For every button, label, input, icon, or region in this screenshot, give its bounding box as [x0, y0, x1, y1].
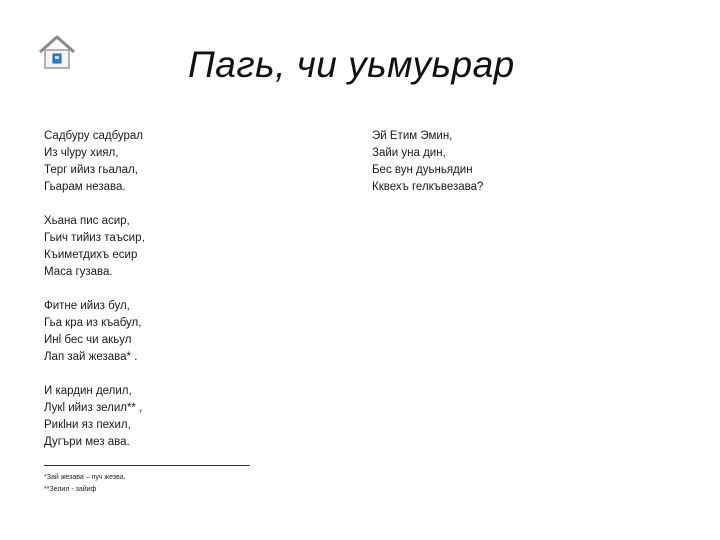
poem-line: Кквехъ гелкъвезава?	[372, 181, 484, 193]
footnotes	[44, 472, 126, 496]
poem-line: Къиметдихъ есир	[44, 249, 138, 261]
poem-line: Хьана пис асир,	[44, 215, 130, 227]
poem-left-column	[44, 128, 145, 468]
stanza	[372, 128, 483, 196]
stanza	[44, 128, 145, 196]
poem-line: Фитне ийиз бул,	[44, 300, 130, 312]
poem-line: Терг ийиз гьалал,	[44, 164, 138, 176]
poem-line: Садбуру садбурал	[44, 130, 144, 142]
poem-line: Гьа кра из къабул,	[44, 317, 142, 329]
footnote-divider	[44, 465, 250, 466]
stanza	[44, 383, 145, 451]
home-icon	[37, 34, 77, 70]
poem-line: Маса гузава.	[44, 266, 113, 278]
poem-line: Гьарам незава.	[44, 181, 126, 193]
poem-line: Из чlуру хиял,	[44, 147, 119, 159]
page-title: Пагь, чи уьмуьрар	[188, 44, 515, 85]
footnote: *Зай жезава – пуч жезва.	[44, 474, 126, 481]
stanza	[44, 213, 145, 281]
poem-line: Лап зай жезава* .	[44, 351, 138, 363]
poem-line: Эй Етим Эмин,	[372, 130, 453, 142]
poem-line: Бес вун дуьньядин	[372, 164, 473, 176]
poem-line: Гьич тийиз таъсир,	[44, 232, 145, 244]
home-button[interactable]	[37, 34, 77, 70]
stanza	[44, 298, 145, 366]
poem-line: Рикlни яз пехил,	[44, 419, 131, 431]
poem-line: Инl бес чи акьул	[44, 334, 132, 346]
poem-right-column	[372, 128, 483, 213]
poem-line: Дугъри мез ава.	[44, 436, 130, 448]
poem-line: Лукl ийиз зелил** ,	[44, 402, 143, 414]
poem-line: И кардин делил,	[44, 385, 132, 397]
poem-line: Зайи уна дин,	[372, 147, 446, 159]
footnote: **Зелил - зайиф	[44, 486, 97, 493]
